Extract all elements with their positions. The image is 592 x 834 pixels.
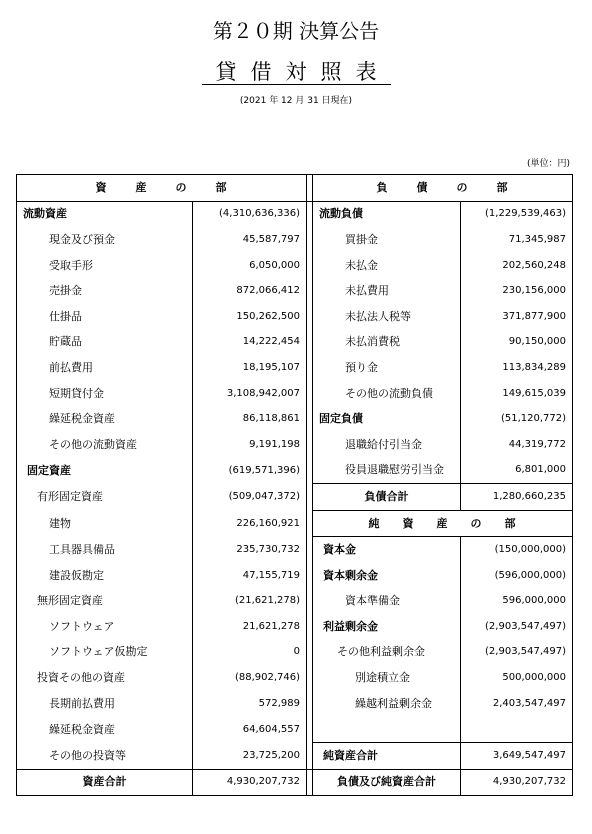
asset-item-label: 建物 <box>17 510 193 537</box>
liability-item-value: 90,150,000 <box>508 336 566 348</box>
table-row <box>17 665 573 691</box>
liabilities-section-header <box>313 175 573 202</box>
assets-section-header <box>17 175 307 202</box>
table-row <box>17 278 573 304</box>
total-net-assets-label: 純資産合計 <box>313 743 461 770</box>
table-row <box>17 253 573 279</box>
asset-item-value: 18,195,107 <box>242 361 300 373</box>
asset-item-value: 21,621,278 <box>242 620 300 632</box>
capital-value: (150,000,000) <box>494 544 566 556</box>
table-row <box>17 589 573 615</box>
capital-label: 資本金 <box>313 537 461 563</box>
header-char: の <box>456 180 469 194</box>
asset-item-label: その他の投資等 <box>17 743 193 770</box>
asset-item-value: 0 <box>293 646 300 658</box>
asset-item-value: 86,118,861 <box>242 413 300 425</box>
asset-item-value: 872,066,412 <box>236 285 300 297</box>
other-retained-value: (2,903,547,497) <box>485 646 566 658</box>
intangible-assets-value: (21,621,278) <box>234 595 300 607</box>
asset-item-label: 繰延税金資産 <box>17 406 193 432</box>
liability-item-value: 149,615,039 <box>502 387 566 399</box>
table-row <box>17 201 573 227</box>
header-char: 資 <box>402 516 415 530</box>
asset-item-label: 貯蔵品 <box>17 330 193 356</box>
header-char: 債 <box>416 180 429 194</box>
general-reserve-label: 別途積立金 <box>313 665 461 691</box>
asset-item-value: 226,160,921 <box>236 517 300 529</box>
table-row <box>17 614 573 640</box>
header-char: の <box>470 516 483 530</box>
table-row <box>17 743 573 770</box>
capital-surplus-label: 資本剰余金 <box>313 563 461 589</box>
table-row <box>17 432 573 458</box>
table-row <box>17 484 573 511</box>
table-row <box>17 537 573 563</box>
liability-item-label: 未払消費税 <box>313 330 461 356</box>
table-row <box>17 406 573 432</box>
investments-value: (88,902,746) <box>234 672 300 684</box>
tangible-assets-value: (509,047,372) <box>228 490 300 502</box>
fixed-liabilities-label: 固定負債 <box>313 406 461 432</box>
asset-item-label: 短期貸付金 <box>17 381 193 407</box>
table-row <box>17 355 573 381</box>
capital-surplus-value: (596,000,000) <box>494 569 566 581</box>
liability-item-label: 未払費用 <box>313 278 461 304</box>
retained-earnings-label: 利益剰余金 <box>313 614 461 640</box>
empty-cell <box>313 716 461 742</box>
liability-item-value: 230,156,000 <box>502 285 566 297</box>
table-row <box>17 691 573 717</box>
current-assets-label <box>17 201 193 227</box>
fixed-liabilities-value: (51,120,772) <box>500 413 566 425</box>
total-liabilities-label: 負債合計 <box>313 484 461 511</box>
carried-forward-label: 繰越利益剰余金 <box>313 691 461 717</box>
liability-item-label: 買掛金 <box>313 227 461 253</box>
header-char: 部 <box>496 180 509 194</box>
currency-unit: (単位：円) <box>526 159 570 169</box>
asset-item-label: 建設仮勘定 <box>17 563 193 589</box>
totals-row <box>17 769 573 796</box>
asset-item-label: 仕掛品 <box>17 304 193 330</box>
liability-item-value: 113,834,289 <box>502 361 566 373</box>
asset-item-label: 工具器具備品 <box>17 537 193 563</box>
header-char: 産 <box>436 516 449 530</box>
asset-item-value: 3,108,942,007 <box>226 387 300 399</box>
liability-item-value: 71,345,987 <box>508 233 566 245</box>
asset-item-label: 繰延税金資産 <box>17 716 193 742</box>
asset-item-label: その他の流動資産 <box>17 432 193 458</box>
asset-item-label: 現金及び預金 <box>17 227 193 253</box>
statement-date: (2021 年 12 月 31 日現在) <box>239 96 353 106</box>
header-char: 部 <box>215 180 228 194</box>
capital-reserve-label: 資本準備金 <box>313 589 461 615</box>
asset-item-label: 売掛金 <box>17 278 193 304</box>
header-char: 産 <box>135 180 148 194</box>
total-liabilities-value: 1,280,660,235 <box>461 484 573 511</box>
total-assets-value: 4,930,207,732 <box>193 769 307 796</box>
carried-forward-value: 2,403,547,497 <box>492 697 566 709</box>
liability-item-value: 44,319,772 <box>508 438 566 450</box>
liability-item-label: 未払金 <box>313 253 461 279</box>
statement-title <box>0 58 592 86</box>
empty-cell <box>461 716 573 742</box>
current-liabilities-label: 流動負債 <box>313 201 461 227</box>
table-row <box>17 458 573 484</box>
total-net-assets-value: 3,649,547,497 <box>461 743 573 770</box>
fixed-assets-value: (619,571,396) <box>228 464 300 476</box>
liability-item-label: 未払法人税等 <box>313 304 461 330</box>
asset-item-value: 45,587,797 <box>242 233 300 245</box>
asset-item-label: ソフトウェア <box>17 614 193 640</box>
table-row <box>17 227 573 253</box>
header-char: 資 <box>95 180 108 194</box>
label-text: 流動資産 <box>23 207 67 221</box>
net-assets-section-header <box>313 510 573 537</box>
header-char: 部 <box>504 516 517 530</box>
table-row <box>17 563 573 589</box>
liability-item-value: 371,877,900 <box>502 310 566 322</box>
table-row <box>17 304 573 330</box>
other-retained-label: その他利益剰余金 <box>313 640 461 666</box>
statement-title-text: 貸借対照表 <box>202 60 391 85</box>
asset-item-label: 受取手形 <box>17 253 193 279</box>
asset-item-value: 64,604,557 <box>242 723 300 735</box>
retained-earnings-value: (2,903,547,497) <box>485 620 566 632</box>
header-char: の <box>175 180 188 194</box>
header-row <box>17 175 573 202</box>
table-row <box>17 716 573 742</box>
current-liabilities-value: (1,229,539,463) <box>485 208 566 220</box>
asset-item-value: 23,725,200 <box>242 749 300 761</box>
asset-item-label: ソフトウェア仮勘定 <box>17 640 193 666</box>
liability-item-value: 6,801,000 <box>461 458 573 484</box>
header-char: 純 <box>368 516 381 530</box>
balance-sheet-table <box>16 174 573 796</box>
asset-item-value: 235,730,732 <box>236 543 300 555</box>
general-reserve-value: 500,000,000 <box>502 672 566 684</box>
page-title: 第２０期 決算公告 <box>212 19 380 43</box>
asset-item-value: 9,191,198 <box>249 438 300 450</box>
asset-item-value: 572,989 <box>258 697 300 709</box>
total-assets-label: 資産合計 <box>17 769 193 796</box>
asset-item-value: 6,050,000 <box>249 259 300 271</box>
investments-label: 投資その他の資産 <box>17 665 193 691</box>
liability-item-label: 役員退職慰労引当金 <box>313 458 461 484</box>
intangible-assets-label: 無形固定資産 <box>17 589 193 615</box>
capital-reserve-value: 596,000,000 <box>502 595 566 607</box>
fixed-assets-label: 固定資産 <box>17 458 193 484</box>
table-row <box>17 330 573 356</box>
liability-item-label: 預り金 <box>313 355 461 381</box>
header-char: 負 <box>376 180 389 194</box>
liability-item-label: その他の流動負債 <box>313 381 461 407</box>
asset-item-value: 47,155,719 <box>242 569 300 581</box>
grand-total-label: 負債及び純資産合計 <box>313 769 461 796</box>
asset-item-label: 長期前払費用 <box>17 691 193 717</box>
asset-item-value: 14,222,454 <box>242 336 300 348</box>
liability-item-label: 退職給付引当金 <box>313 432 461 458</box>
table-row <box>17 510 573 537</box>
liability-item-value: 202,560,248 <box>502 259 566 271</box>
table-row <box>17 381 573 407</box>
current-assets-value: (4,310,636,336) <box>219 208 300 220</box>
asset-item-label: 前払費用 <box>17 355 193 381</box>
asset-item-value: 150,262,500 <box>236 310 300 322</box>
table-row <box>17 640 573 666</box>
tangible-assets-label: 有形固定資産 <box>17 484 193 511</box>
grand-total-value: 4,930,207,732 <box>461 769 573 796</box>
